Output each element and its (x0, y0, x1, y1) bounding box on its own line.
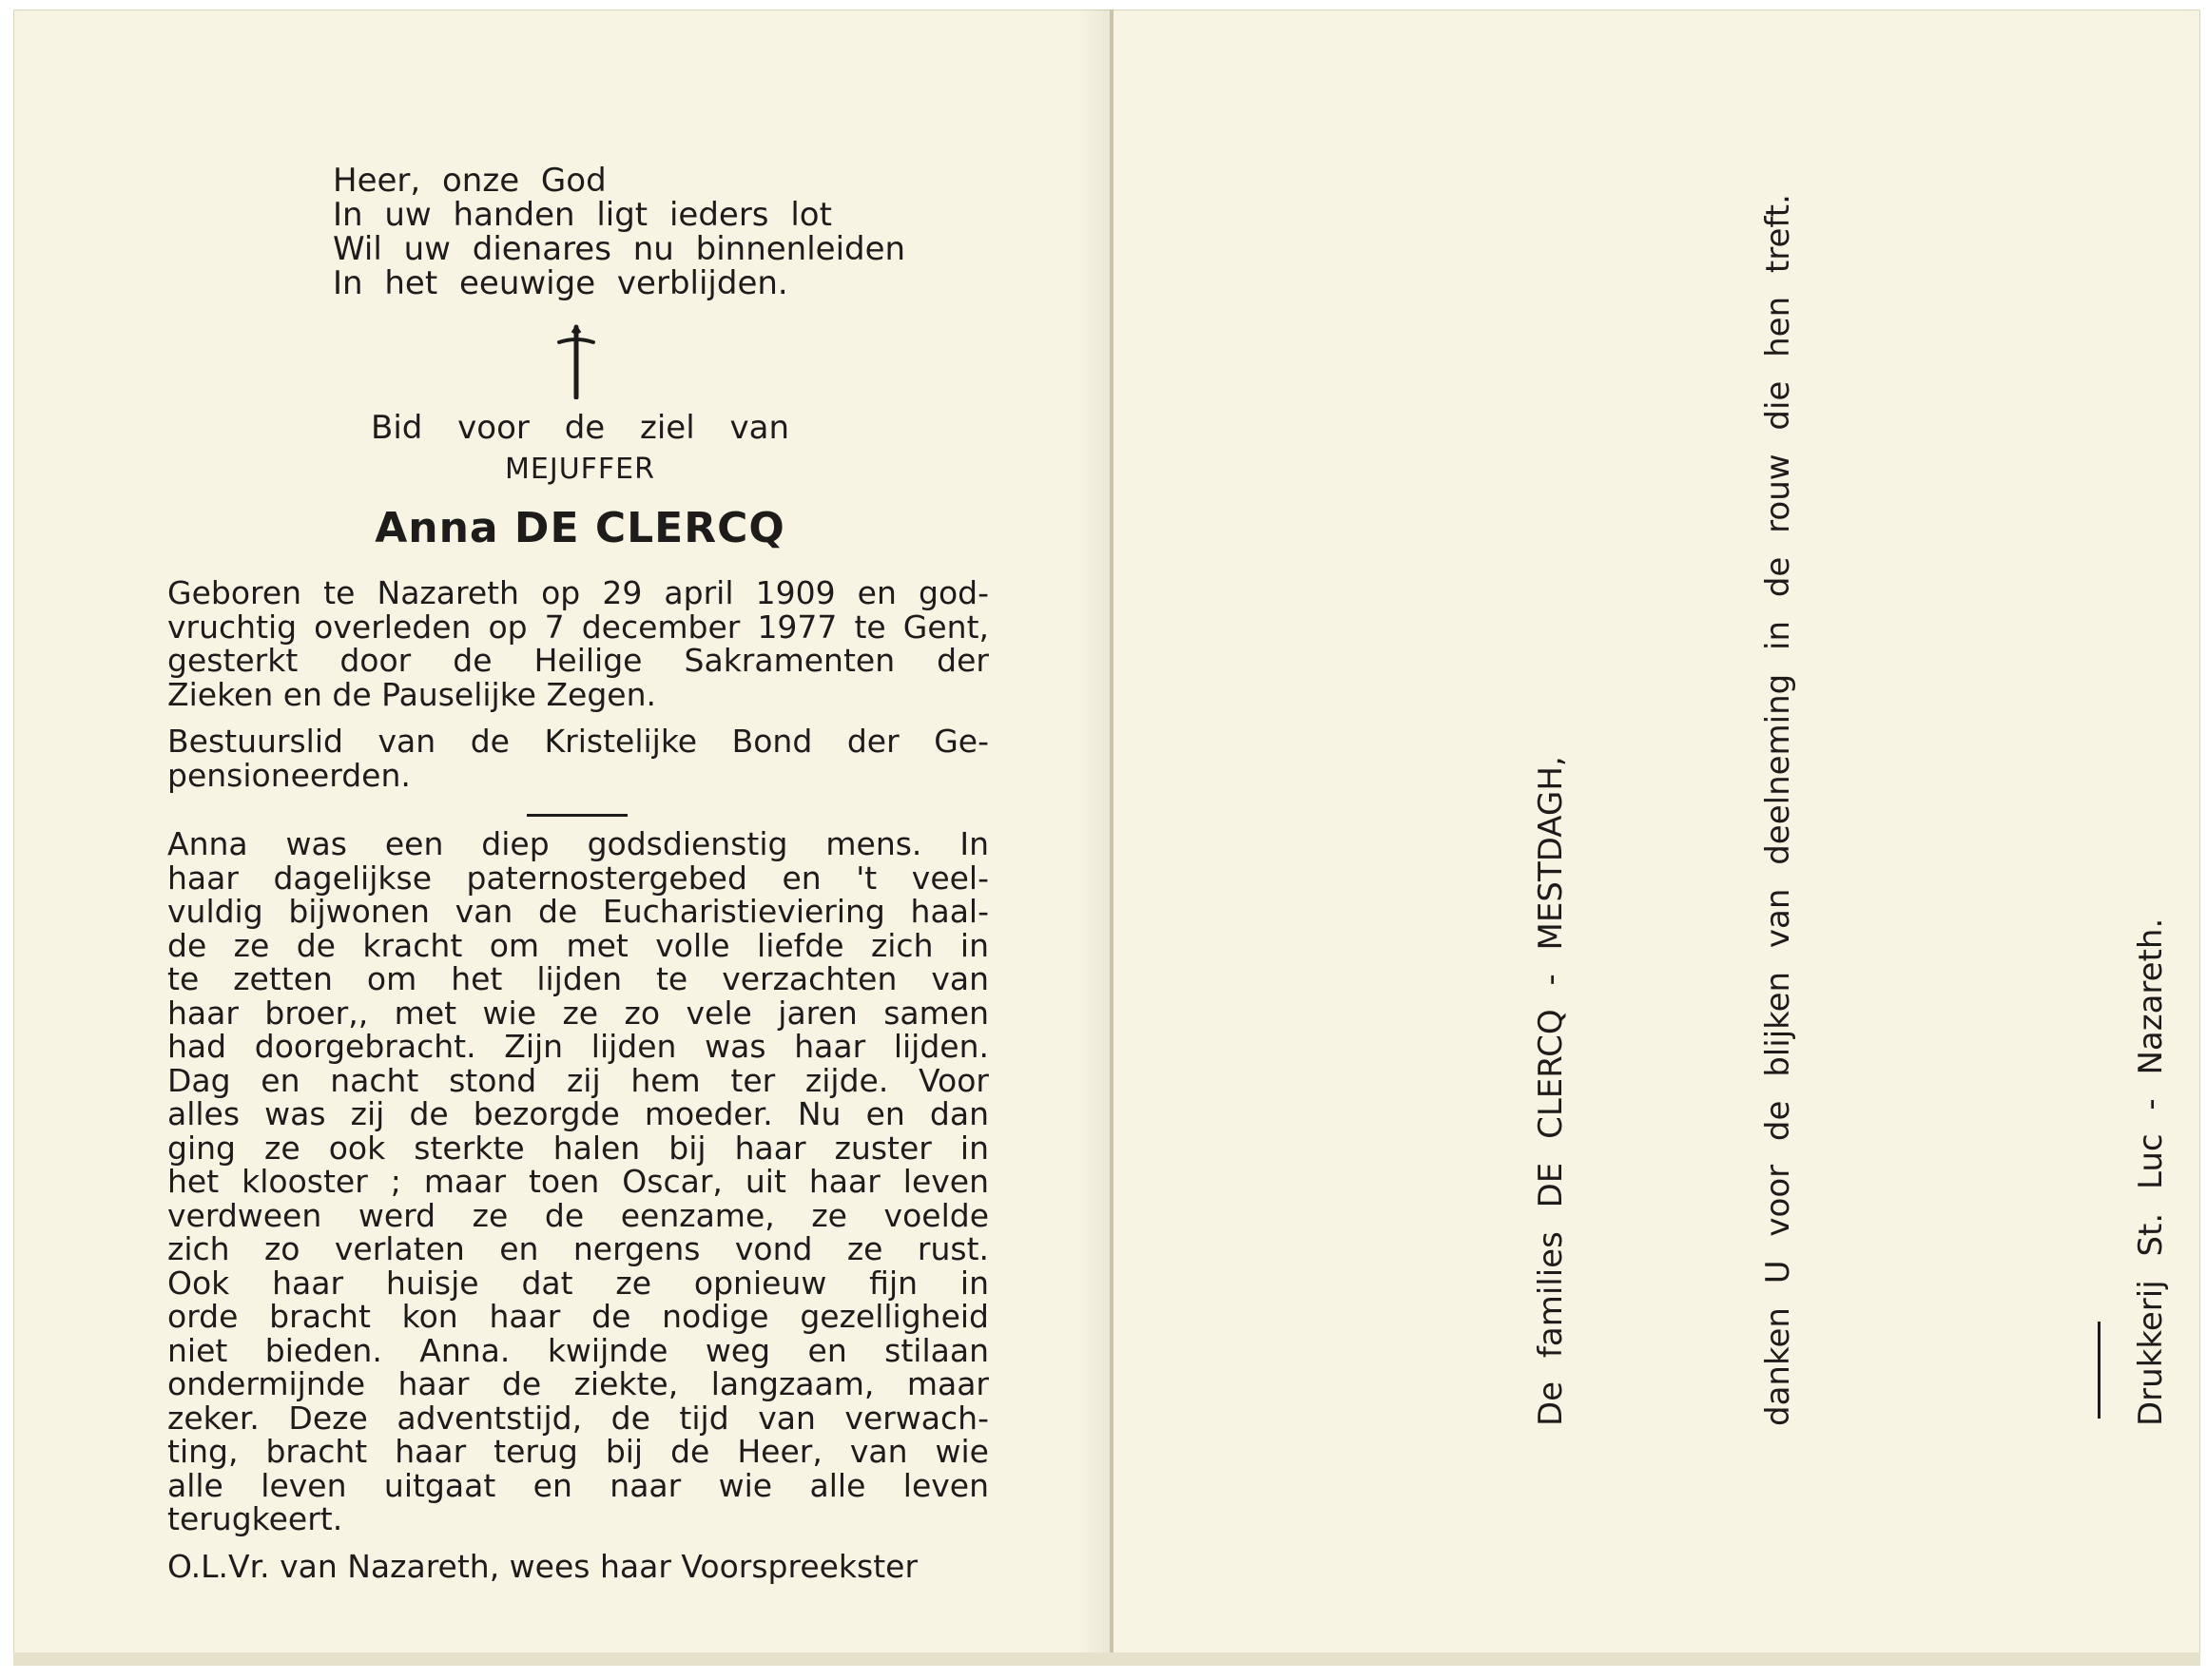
text-line: de ze de kracht om met volle liefde zich in (167, 926, 989, 964)
text-line: het klooster ; maar toen Oscar, uit haar leven (167, 1163, 989, 1200)
text-line: pensioneerden. (167, 756, 411, 794)
thanks-line: danken U voor de blijken van deelneming in de rouw die hen treft. (1759, 194, 1797, 1426)
text-line: Anna was een diep godsdienstig mens. In (167, 825, 989, 862)
text-line: alles was zij de bezorgde moeder. Nu en dan (167, 1095, 989, 1132)
text-line: niet bieden. Anna. kwijnde weg en stilaan (167, 1331, 989, 1369)
text-line: had doorgebracht. Zijn lijden was haar lijden. (167, 1028, 989, 1065)
prayer-line: In uw handen ligt ieders lot (333, 196, 832, 234)
opening-prayer (333, 164, 960, 300)
text-line: orde bracht kon haar de nodige gezelligheid (167, 1298, 989, 1335)
text-line: Bestuurslid van de Kristelijke Bond der Ge- (167, 723, 989, 760)
text-line: vuldig bijwonen van de Eucharistieviering haal- (167, 893, 989, 930)
divider-rule (527, 814, 628, 817)
text-line: haar broer,, met wie ze zo vele jaren samen (167, 994, 989, 1032)
text-line: gesterkt door de Heilige Sakramenten der (167, 642, 989, 679)
cross-icon (555, 323, 597, 399)
text-line: zich zo verlaten en nergens vond ze rust. (167, 1230, 989, 1267)
text-line: te zetten om het lijden te verzachten van (167, 960, 989, 997)
fold-shadow (1078, 10, 1110, 1666)
families-line: De families DE CLERCQ - MESTDAGH, (1532, 756, 1570, 1426)
prayer-line: In het eeuwige verblijden. (333, 264, 788, 302)
text-line: Zieken en de Pauselijke Zegen. (167, 675, 657, 713)
text-line: Geboren te Nazareth op 29 april 1909 en god- (167, 574, 989, 611)
text-line: Dag en nacht stond zij hem ter zijde. Voor (167, 1061, 989, 1099)
board-paragraph (167, 724, 989, 792)
card-edge (13, 1652, 2200, 1666)
text-line: alle leven uitgaat en naar wie alle leven (167, 1466, 989, 1504)
card-fold (1110, 10, 1113, 1666)
text-line: Ook haar huisje dat ze opnieuw fijn in (167, 1264, 989, 1302)
prayer-line: Heer, onze God (333, 162, 607, 200)
text-line: vruchtig overleden op 7 december 1977 te Gent, (167, 608, 989, 646)
prayer-line: Wil uw dienares nu binnenleiden (333, 230, 906, 268)
text-line: O.L.Vr. van Nazareth, wees haar Voorspreekster (167, 1548, 919, 1585)
text-line: verdween werd ze de eenzame, ze voelde (167, 1196, 989, 1234)
deceased-name: Anna DE CLERCQ (375, 504, 785, 552)
text-line: ging ze ook sterkte halen bij haar zuster in (167, 1129, 989, 1167)
tribute-paragraph (167, 827, 989, 1536)
text-line: terugkeert. (167, 1500, 343, 1537)
text-line: ondermijnde haar de ziekte, langzaam, maar (167, 1365, 989, 1402)
memorial-card (13, 10, 2200, 1666)
pray-for-line: Bid voor de ziel van (371, 409, 789, 447)
text-line: ting, bracht haar terug bij de Heer, van wie (167, 1433, 989, 1470)
text-line: zeker. Deze adventstijd, de tijd van verwach- (167, 1399, 989, 1437)
birth-paragraph (167, 576, 989, 711)
closing-line (167, 1550, 989, 1584)
honorific: MEJUFFER (505, 453, 655, 486)
printer-line: Drukkerij St. Luc - Nazareth. (2132, 917, 2170, 1426)
text-line: haar dagelijkse paternostergebed en 't veel- (167, 859, 989, 897)
printer-rule (2098, 1322, 2101, 1419)
